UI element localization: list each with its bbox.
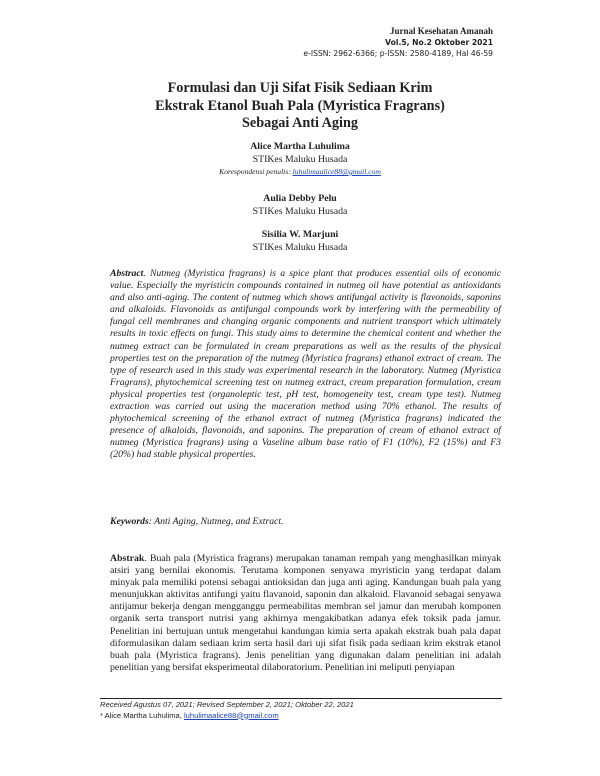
author-2 bbox=[110, 193, 490, 218]
abstract-english bbox=[110, 268, 501, 462]
footer-divider bbox=[100, 698, 502, 699]
correspondence-email-link[interactable]: luhulimaalice88@gmail.com bbox=[292, 167, 381, 176]
title-line-1: Formulasi dan Uji Sifat Fisik Sediaan Krim bbox=[167, 80, 433, 96]
abstrak-label: Abstrak bbox=[110, 553, 145, 564]
author-name: Sisilia W. Marjuni bbox=[261, 229, 339, 240]
abstract-label: Abstract bbox=[110, 268, 144, 279]
abstrak-text: . Buah pala (Myristica fragrans) merupakan tanaman rempah yang menghasilkan minyak atsiri yang bernilai ekonomis. Terutama komponen senyawa myristicin yang terdapat dalam minyak pala memiliki potensi sebagai antioksidan dan juga anti aging. Kandungan buah pala yang menunjukkan aktivitas antifungi yaitu flavanoid, saponin dan alkaloid. Flavanoid sebagai senyawa antijamur bekerja dengan mengganggu permeabilitas membran sel jamur dan merubah komponen organik serta transport nutrisi yang akhirnya mengakibatkan adanya efek toksik pada jamur. Penelitian ini bertujuan untuk mengetahui kandungan kimia serta apakah ekstrak buah pala dapat diformulasikan dalam sediaan krim serta hasil dari uji sifat fisik pada sediaan krim ekstrak etanol buah pala (Myristica fragrans). Jenis penelitian yang digunakan dalam penelitian ini adalah penelitian yang bersifat eksperimental dilaboratorium. Penelitian ini meliputi penyiapan bbox=[110, 553, 501, 673]
keywords bbox=[110, 516, 501, 528]
author-name: Aulia Debby Pelu bbox=[263, 193, 337, 204]
correspondence-label: Korespondensi penulis: bbox=[219, 167, 293, 176]
author-name: Alice Martha Luhulima bbox=[250, 141, 350, 152]
keywords-text: : Anti Aging, Nutmeg, and Extract. bbox=[148, 516, 284, 527]
title-line-2: Ekstrak Etanol Buah Pala (Myristica Fragrans) bbox=[155, 97, 445, 114]
correspondence bbox=[110, 166, 490, 177]
page-footer bbox=[100, 700, 510, 721]
author-3 bbox=[110, 229, 490, 254]
footer-author bbox=[100, 711, 510, 722]
footer-email-link[interactable]: luhulimaalice88@gmail.com bbox=[184, 710, 279, 720]
author-affiliation: STIKes Maluku Husada bbox=[252, 153, 348, 165]
journal-name: Jurnal Kesehatan Amanah bbox=[389, 26, 493, 36]
abstract-text: . Nutmeg (Myristica fragrans) is a spice plant that produces essential oils of economic value. Especially the myristicin compounds contained in nutmeg oil have potential as antioxidants and also anti-aging. The content of nutmeg which shows antifungal activity is flavonoids, saponins and alkaloids. Flavonoids as antifungal compounds work by interfering with the permeability of fungal cell membranes and changing organic components and nutrient transport which ultimately results in toxic effects on fungi. This study aims to determine the chemical content and whether the nutmeg extract can be formulated in cream preparations as well as the results of the physical properties test on the preparation of the nutmeg (Myristica fragrans) ethanol extract of cream. The type of research used in this study was experimental research in the laboratory. Nutmeg (Myristica Fragrans), phytochemical screening test on nutmeg extract, cream preparation formulation, cream physical properties test (organoleptic test, pH test, homogeneity test, cream type test). Nutmeg extraction was carried out using the maceration method using 70% ethanol. The results of phytochemical screening of the ethanol extract of nutmeg (Myristica fragrans) indicated the presence of alkaloids, flavonoids, and saponins. The preparation of cream of ethanol extract of nutmeg (Myristica fragrans) using a Vaseline album base ratio of F1 (10%), F2 (15%) and F3 (20%) had stable physical properties. bbox=[110, 268, 501, 461]
received-dates: Received Agustus 07, 2021; Revised September 2, 2021; Oktober 22, 2021 bbox=[100, 700, 354, 709]
author-affiliation: STIKes Maluku Husada bbox=[252, 205, 348, 217]
journal-header bbox=[303, 26, 493, 59]
footer-author-name: * Alice Martha Luhulima, bbox=[100, 710, 184, 720]
author-affiliation: STIKes Maluku Husada bbox=[252, 241, 348, 253]
abstract-indonesian bbox=[110, 553, 501, 697]
journal-volume: Vol.5, No.2 Oktober 2021 bbox=[385, 38, 493, 47]
keywords-label: Keywords bbox=[110, 516, 149, 527]
author-1 bbox=[110, 141, 490, 177]
title-line-3: Sebagai Anti Aging bbox=[242, 115, 358, 131]
journal-issn: e-ISSN: 2962-6366; p-ISSN: 2580-4189, Hal 46-59 bbox=[303, 49, 493, 58]
paper-title bbox=[110, 80, 490, 133]
